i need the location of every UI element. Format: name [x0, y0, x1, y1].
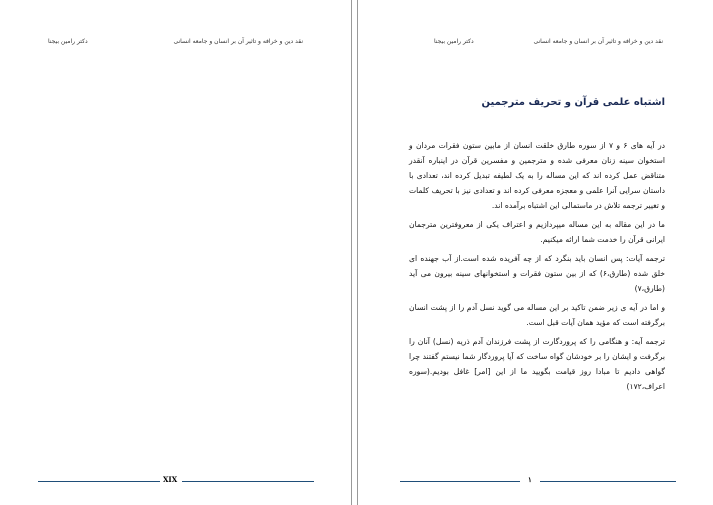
right-page-number: ۱ — [528, 475, 532, 484]
right-footer-rule-left — [400, 481, 520, 482]
article-title: اشتباه علمی قرآن و تحریف مترجمین — [481, 97, 665, 108]
right-header-title: نقد دین و خرافه و تاثیر آن بر انسان و جامعه انسانی — [533, 38, 663, 45]
paragraph-5: ترجمه آیه: و هنگامی را که پروردگارت از پشت فرزندان آدم ذریه (نسل) آنان را برگرفت و ایشان را بر خودشان گواه ساخت که آیا پروردگار شما نیستم گفتند چرا گواهی دادیم تا مبادا روز قیامت بگویید ما از این [امر] غافل بودیم.(سوره اعراف،۱۷۲) — [409, 337, 665, 391]
left-footer-rule-left — [38, 481, 160, 482]
right-header-author: دکتر رامین بیجنا — [434, 38, 474, 45]
article-body — [409, 138, 665, 398]
right-footer-rule-right — [540, 481, 676, 482]
left-header-title: نقد دین و خرافه و تاثیر آن بر انسان و جامعه انسانی — [173, 38, 303, 45]
paragraph-4: و اما در آیه ی زیر ضمن تاکید بر این مساله می گوید نسل آدم را از پشت انسان برگرفته است که مؤید همان آیات قبل است. — [409, 303, 665, 327]
paragraph-1: در آیه های ۶ و ۷ از سوره طارق خلقت انسان از مابین ستون فقرات مردان و استخوان سینه زنان معرفی شده و مترجمین و مفسرین قرآن در اینباره آنقدر متناقض عمل کرده اند که این مساله را به یک لطیفه تبدیل کرده اند، تعدادی با داستان سرایی آنرا علمی و معجزه معرفی کرده اند و تعدادی نیز با تحریف کلمات و تغییر ترجمه تلاش در ماستمالی این اشتباه برآمده اند. — [409, 141, 665, 210]
left-page-number: XIX — [163, 475, 178, 484]
left-footer-rule-right — [182, 481, 314, 482]
book-gutter — [351, 0, 358, 505]
left-header-author: دکتر رامین بیجنا — [48, 38, 88, 45]
paragraph-2: ما در این مقاله به این مساله میپردازیم و اعتراف یکی از معروفترین مترجمان ایرانی قرآن را خدمت شما ارائه میکنیم. — [409, 220, 665, 244]
right-page — [358, 0, 713, 505]
paragraph-3: ترجمه آیات: پس انسان باید بنگرد که از چه آفریده شده است.از آب جهنده ای خلق شده (طارق،۶) که از بین ستون فقرات و استخوانهای سینه بیرون می آید (طارق،۷) — [409, 254, 666, 293]
left-page — [0, 0, 351, 505]
